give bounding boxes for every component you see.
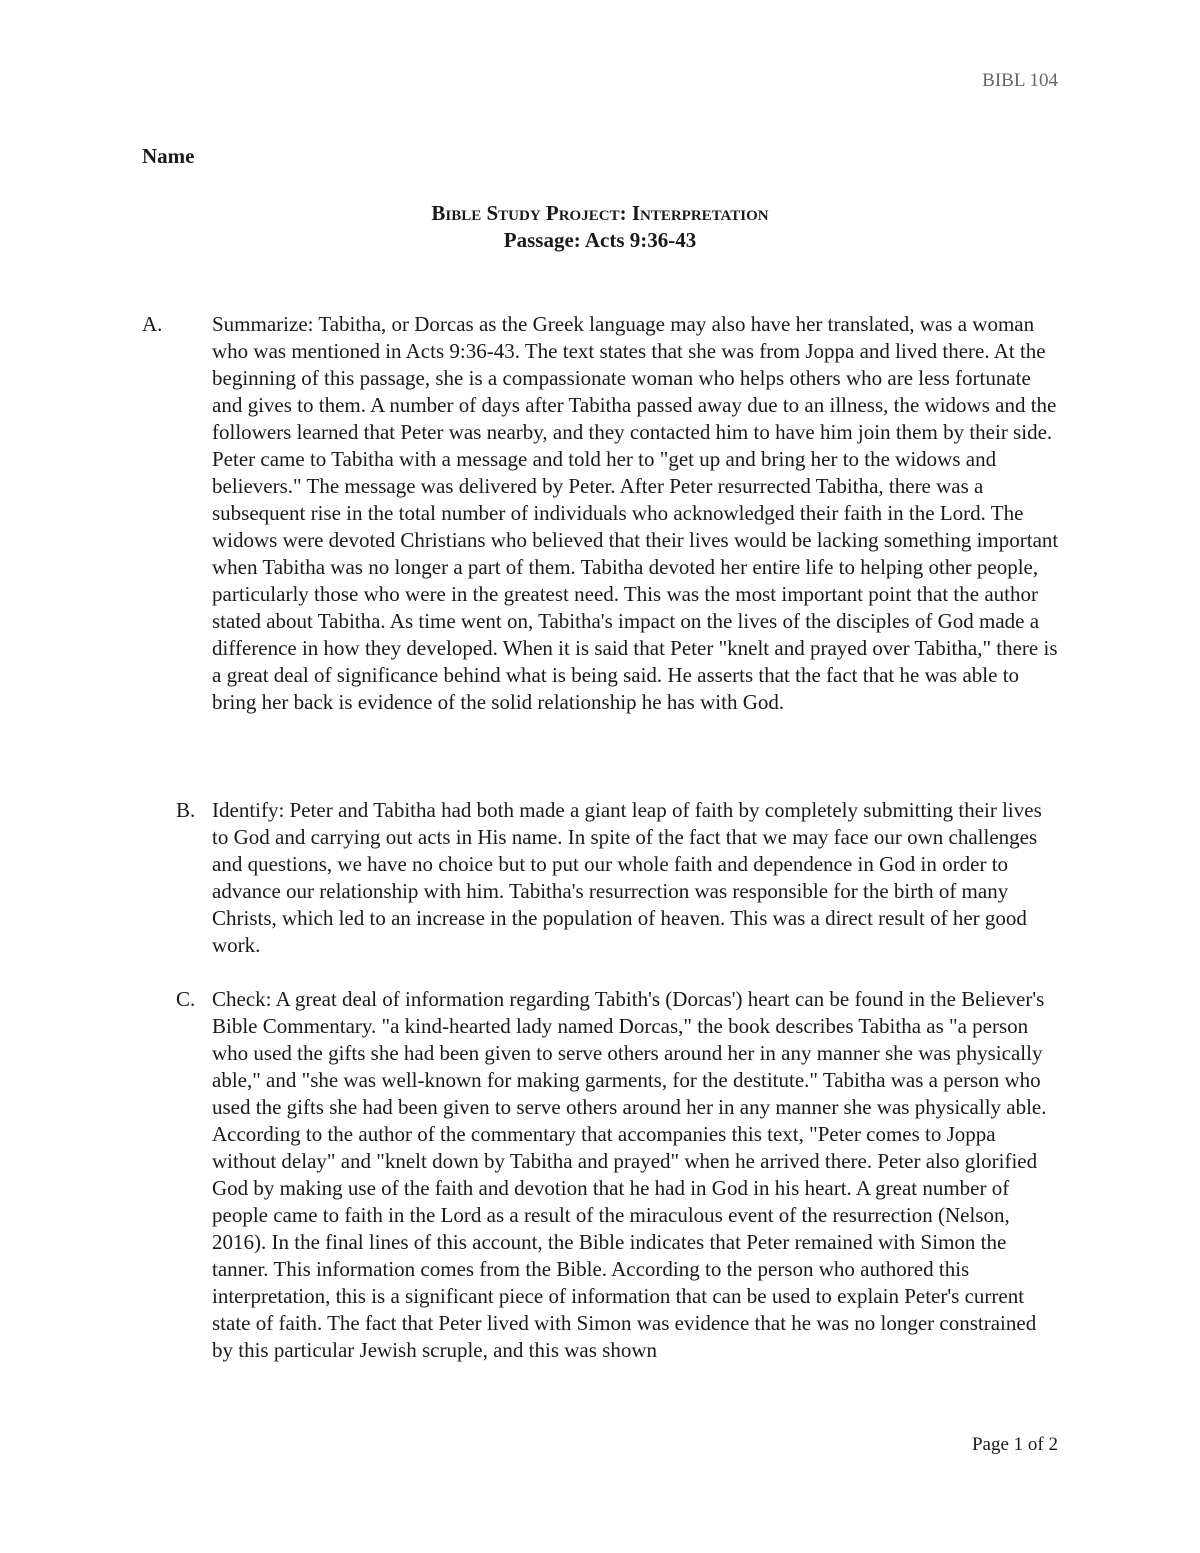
- name-label: Name: [142, 144, 195, 168]
- section-identify: [142, 797, 1062, 959]
- section-marker: A.: [142, 312, 163, 336]
- section-marker: C.: [176, 987, 196, 1011]
- section-check: [142, 986, 1062, 1364]
- page-number: Page 1 of 2: [971, 1434, 1058, 1455]
- document-title: Bible Study Project: Interpretation: [431, 201, 769, 225]
- passage-reference: Passage: Acts 9:36-43: [503, 228, 697, 252]
- section-text: Summarize: Tabitha, or Dorcas as the Greek language may also have her translated, was a woman who was mentioned in Acts 9:36-43. The text states that she was from Joppa and lived there. At the beginning of this passage, she is a compassionate woman who helps others who are less fortunate and gives to them. A number of days after Tabitha passed away due to an illness, the widows and the followers learned that Peter was nearby, and they contacted him to have him join them by their side. Peter came to Tabitha with a message and told her to "get up and bring her to the widows and believers." The message was delivered by Peter. After Peter resurrected Tabitha, there was a subsequent rise in the total number of individuals who acknowledged their faith in the Lord. The widows were devoted Christians who believed that their lives would be lacking something important when Tabitha was no longer a part of them. Tabitha devoted her entire life to helping other people, particularly those who were in the greatest need. This was the most important point that the author stated about Tabitha. As time went on, Tabitha's impact on the lives of the disciples of God made a difference in how they developed. When it is said that Peter "knelt and prayed over Tabitha," there is a great deal of significance behind what is being said. He asserts that the fact that he was able to bring her back is evidence of the solid relationship he has with God.: [212, 312, 1059, 714]
- section-marker: B.: [176, 798, 196, 822]
- title-block: [0, 200, 1200, 254]
- section-summarize: [142, 311, 1062, 716]
- section-text: Check: A great deal of information regarding Tabith's (Dorcas') heart can be found in the Believer's Bible Commentary. "a kind-hearted lady named Dorcas," the book describes Tabitha as "a person who used the gifts she had been given to serve others around her in any manner she was physically able," and "she was well-known for making garments, for the destitute." Tabitha was a person who used the gifts she had been given to serve others around her in any manner she was physically able. According to the author of the commentary that accompanies this text, "Peter comes to Joppa without delay" and "knelt down by Tabitha and prayed" when he arrived there. Peter also glorified God by making use of the faith and devotion that he had in God in his heart. A great number of people came to faith in the Lord as a result of the miraculous event of the resurrection (Nelson, 2016). In the final lines of this account, the Bible indicates that Peter remained with Simon the tanner. This information comes from the Bible. According to the person who authored this interpretation, this is a significant piece of information that can be used to explain Peter's current state of faith. The fact that Peter lived with Simon was evidence that he was no longer constrained by this particular Jewish scruple, and this was shown: [212, 987, 1047, 1362]
- section-text: Identify: Peter and Tabitha had both made a giant leap of faith by completely submitting their lives to God and carrying out acts in His name. In spite of the fact that we may face our own challenges and questions, we have no choice but to put our whole faith and dependence in God in order to advance our relationship with him. Tabitha's resurrection was responsible for the birth of many Christs, which led to an increase in the population of heaven. This was a direct result of her good work.: [212, 798, 1042, 957]
- course-header: BIBL 104: [982, 70, 1058, 91]
